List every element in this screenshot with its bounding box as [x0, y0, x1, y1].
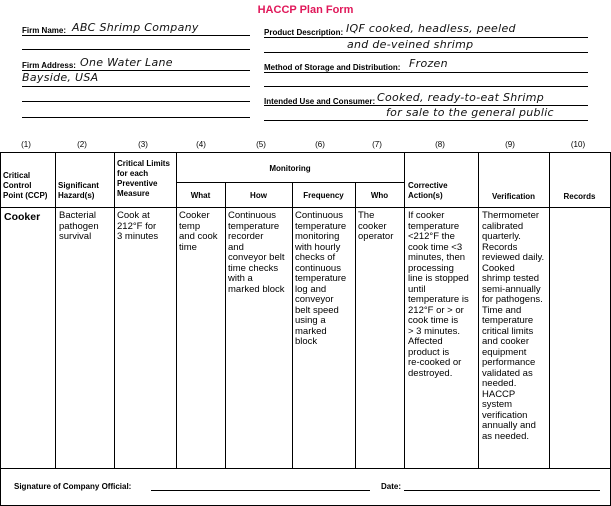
column-number-9: (9): [505, 140, 515, 149]
row-critical-limit: Cook at 212°F for 3 minutes: [117, 210, 159, 242]
product-description-line2: and de-veined shrimp: [347, 38, 474, 51]
product-description-line1: IQF cooked, headless, peeled: [346, 22, 516, 35]
header-records: Records: [563, 192, 596, 201]
form-title: HACCP Plan Form: [257, 4, 354, 16]
column-number-7: (7): [372, 140, 382, 149]
header-what: What: [190, 191, 211, 200]
storage-distribution-value: Frozen: [409, 57, 448, 70]
intended-use-line2: for sale to the general public: [386, 106, 554, 119]
column-number-1: (1): [21, 140, 31, 149]
firm-name-value: ABC Shrimp Company: [72, 21, 199, 34]
header-ccp: Critical Control Point (CCP): [3, 171, 48, 200]
product-description-label: Product Description:: [264, 28, 344, 37]
row-frequency: Continuous temperature monitoring with hourly checks of continuous temperature log and conveyor belt speed using a marked block: [295, 210, 347, 347]
table-bottom-border: [0, 468, 611, 469]
row-corrective-actions: If cooker temperature <212°F the cook time <3 minutes, then processing line is stopped until temperature is 212°F or > or cook time is > 3 minutes. Affected product is re-cooked or destroyed.: [408, 210, 469, 379]
row-hazard: Bacterial pathogen survival: [59, 210, 99, 242]
header-significant-hazards: Significant Hazard(s): [58, 181, 99, 200]
row-ccp-cooker: Cooker: [4, 211, 41, 223]
row-who: The cooker operator: [358, 210, 394, 242]
header-monitoring: Monitoring: [269, 164, 311, 173]
signature-line[interactable]: [151, 490, 370, 491]
firm-address-line1: One Water Lane: [80, 56, 173, 69]
header-corrective-actions: Corrective Action(s): [408, 181, 448, 200]
column-number-6: (6): [315, 140, 325, 149]
row-how: Continuous temperature recorder and conveyor belt time checks with a marked block: [228, 210, 285, 295]
monitoring-divider: [176, 182, 404, 183]
column-number-3: (3): [138, 140, 148, 149]
row-what: Cooker temp and cook time: [179, 210, 218, 253]
column-number-8: (8): [435, 140, 445, 149]
storage-distribution-label: Method of Storage and Distribution:: [264, 63, 401, 72]
header-verification: Verification: [491, 192, 536, 201]
firm-address-label: Firm Address:: [22, 61, 76, 70]
header-who: Who: [370, 191, 389, 200]
firm-name-label: Firm Name:: [22, 26, 67, 35]
header-bottom-border: [0, 207, 611, 208]
column-number-2: (2): [77, 140, 87, 149]
column-number-4: (4): [196, 140, 206, 149]
signature-official-label: Signature of Company Official:: [14, 482, 132, 491]
date-label: Date:: [381, 482, 402, 491]
intended-use-label: Intended Use and Consumer:: [264, 97, 376, 106]
header-how: How: [250, 191, 267, 200]
firm-address-line2: Bayside, USA: [22, 71, 99, 84]
intended-use-line1: Cooked, ready-to-eat Shrimp: [377, 91, 545, 104]
column-number-10: (10): [570, 140, 586, 149]
date-line[interactable]: [404, 490, 600, 491]
table-top-border: [0, 152, 611, 153]
row-verification: Thermometer calibrated quarterly. Records reviewed daily. Cooked shrimp tested semi-annually for pathogens. Time and temperature critical limits and cooker equipment performance validated as needed. HACCP system verification annually and as needed.: [482, 210, 545, 442]
header-critical-limits: Critical Limits for each Preventive Measure: [117, 159, 170, 198]
header-frequency: Frequency: [303, 191, 344, 200]
column-number-5: (5): [256, 140, 266, 149]
